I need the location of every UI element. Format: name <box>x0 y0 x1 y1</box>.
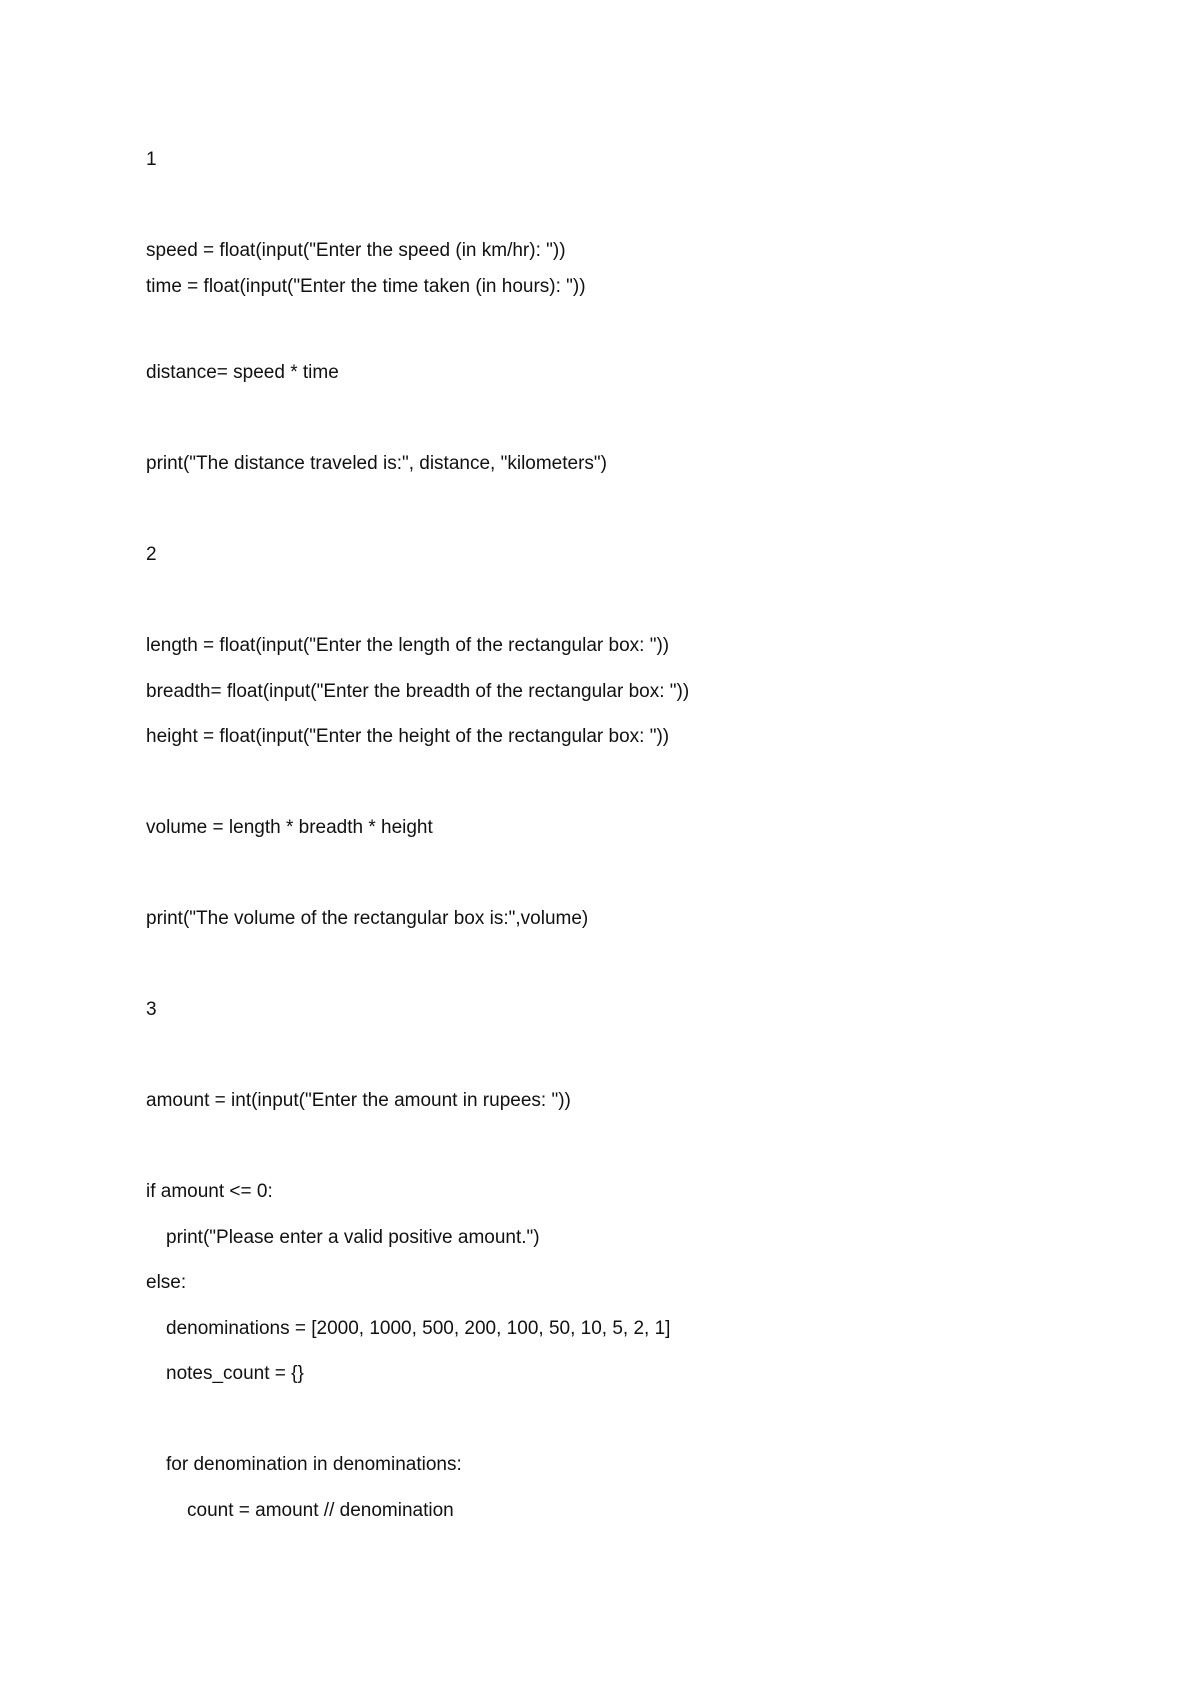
section-number-2: 2 <box>146 544 157 565</box>
code-line: volume = length * breadth * height <box>146 817 433 838</box>
code-line: print("Please enter a valid positive amount.") <box>166 1227 540 1248</box>
code-line: breadth= float(input("Enter the breadth of the rectangular box: ")) <box>146 681 690 702</box>
code-line: print("The distance traveled is:", distance, "kilometers") <box>146 453 607 474</box>
code-line: time = float(input("Enter the time taken (in hours): ")) <box>146 276 586 297</box>
code-line: for denomination in denominations: <box>166 1454 462 1475</box>
code-line: print("The volume of the rectangular box is:",volume) <box>146 908 589 929</box>
section-number-3: 3 <box>146 999 157 1020</box>
code-line: height = float(input("Enter the height of the rectangular box: ")) <box>146 726 670 747</box>
code-line: distance= speed * time <box>146 362 339 383</box>
code-line: if amount <= 0: <box>146 1181 273 1202</box>
code-line: else: <box>146 1272 187 1293</box>
code-line: count = amount // denomination <box>187 1500 454 1521</box>
code-line: notes_count = {} <box>166 1363 304 1384</box>
code-line: amount = int(input("Enter the amount in rupees: ")) <box>146 1090 571 1111</box>
code-line: length = float(input("Enter the length of the rectangular box: ")) <box>146 635 670 656</box>
section-number-1: 1 <box>146 149 157 170</box>
code-line: denominations = [2000, 1000, 500, 200, 100, 50, 10, 5, 2, 1] <box>166 1318 671 1339</box>
code-line: speed = float(input("Enter the speed (in km/hr): ")) <box>146 240 566 261</box>
